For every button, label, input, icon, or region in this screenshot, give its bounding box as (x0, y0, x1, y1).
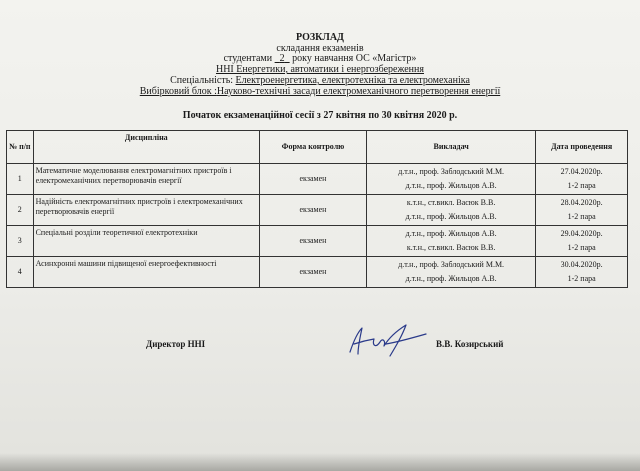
specialty-value: Електроенергетика, електротехніка та електромеханіка (235, 75, 470, 86)
course-number: 2 (279, 53, 285, 64)
exam-pair: 1-2 пара (567, 181, 596, 190)
discipline-cell: Математичне моделювання електромагнітних пристроїв і електромеханічних перетворювачів енергії (33, 164, 259, 195)
exam-pair: 1-2 пара (567, 212, 596, 221)
exam-pair: 1-2 пара (567, 274, 596, 283)
students-suffix: року навчання ОС «Магістр» (289, 53, 417, 64)
exam-date: 28.04.2020р. (560, 198, 603, 207)
row-number: 3 (7, 226, 34, 257)
col-number: № п/п (7, 131, 34, 164)
table-row (7, 195, 628, 226)
lecturer-1: д.т.н., проф. Заблодський М.М. (398, 260, 505, 269)
lecturer-2: д.т.н., проф. Жильцов А.В. (405, 181, 497, 190)
lecturer-1: д.т.н., проф. Заблодський М.М. (398, 167, 505, 176)
specialty-label: Спеціальність: (170, 75, 236, 86)
row-number: 4 (7, 257, 34, 288)
signature-icon (346, 322, 430, 362)
document-title: РОЗКЛАД (296, 32, 344, 43)
form-cell: екзамен (259, 195, 366, 226)
table-header-row (7, 131, 628, 164)
discipline-cell: Надійність електромагнітних пристроїв і електромеханічних перетворювачів енергії (33, 195, 259, 226)
director-title: Директор ННІ (146, 339, 206, 349)
col-lecturer: Викладач (366, 131, 535, 164)
date-cell (536, 226, 628, 257)
institute-name: ННІ Енергетики, автоматики і енергозбереження (215, 64, 424, 75)
session-start: Початок екзаменаційної сесії з 27 квітня по 30 квітня 2020 р. (182, 110, 458, 121)
table-row (7, 257, 628, 288)
discipline-cell: Спеціальні розділи теоретичної електротехніки (33, 226, 259, 257)
block-label: Вибірковий блок : (139, 86, 217, 97)
elective-block-line (0, 86, 640, 98)
form-cell: екзамен (259, 257, 366, 288)
col-form: Форма контролю (259, 131, 366, 164)
form-cell: екзамен (259, 226, 366, 257)
exam-date: 30.04.2020р. (560, 260, 603, 269)
col-date: Дата проведення (536, 131, 628, 164)
form-cell: екзамен (259, 164, 366, 195)
table-row (7, 226, 628, 257)
exam-pair: 1-2 пара (567, 243, 596, 252)
students-prefix: студентами (223, 53, 275, 64)
lecturer-cell (366, 257, 535, 288)
exam-date: 27.04.2020р. (560, 167, 603, 176)
lecturer-2: к.т.н., ст.викл. Васюк В.В. (406, 243, 496, 252)
row-number: 2 (7, 195, 34, 226)
document-subtitle: складання екзаменів (276, 43, 364, 54)
discipline-cell: Асинхронні машини підвищеної енергоефективності (33, 257, 259, 288)
director-name: В.В. Козирський (436, 339, 504, 349)
col-discipline: Дисципліна (33, 131, 259, 164)
table-row (7, 164, 628, 195)
lecturer-2: д.т.н., проф. Жильцов А.В. (405, 212, 497, 221)
exam-date: 29.04.2020р. (560, 229, 603, 238)
lecturer-cell (366, 195, 535, 226)
lecturer-1: к.т.н., ст.викл. Васюк В.В. (406, 198, 496, 207)
lecturer-1: д.т.н., проф. Жильцов А.В. (405, 229, 497, 238)
date-cell (536, 257, 628, 288)
date-cell (536, 164, 628, 195)
lecturer-2: д.т.н., проф. Жильцов А.В. (405, 274, 497, 283)
block-value: Науково-технічні засади електромеханічного перетворення енергії (216, 86, 501, 97)
lecturer-cell (366, 226, 535, 257)
date-cell (536, 195, 628, 226)
exam-schedule-table (6, 130, 628, 288)
row-number: 1 (7, 164, 34, 195)
lecturer-cell (366, 164, 535, 195)
